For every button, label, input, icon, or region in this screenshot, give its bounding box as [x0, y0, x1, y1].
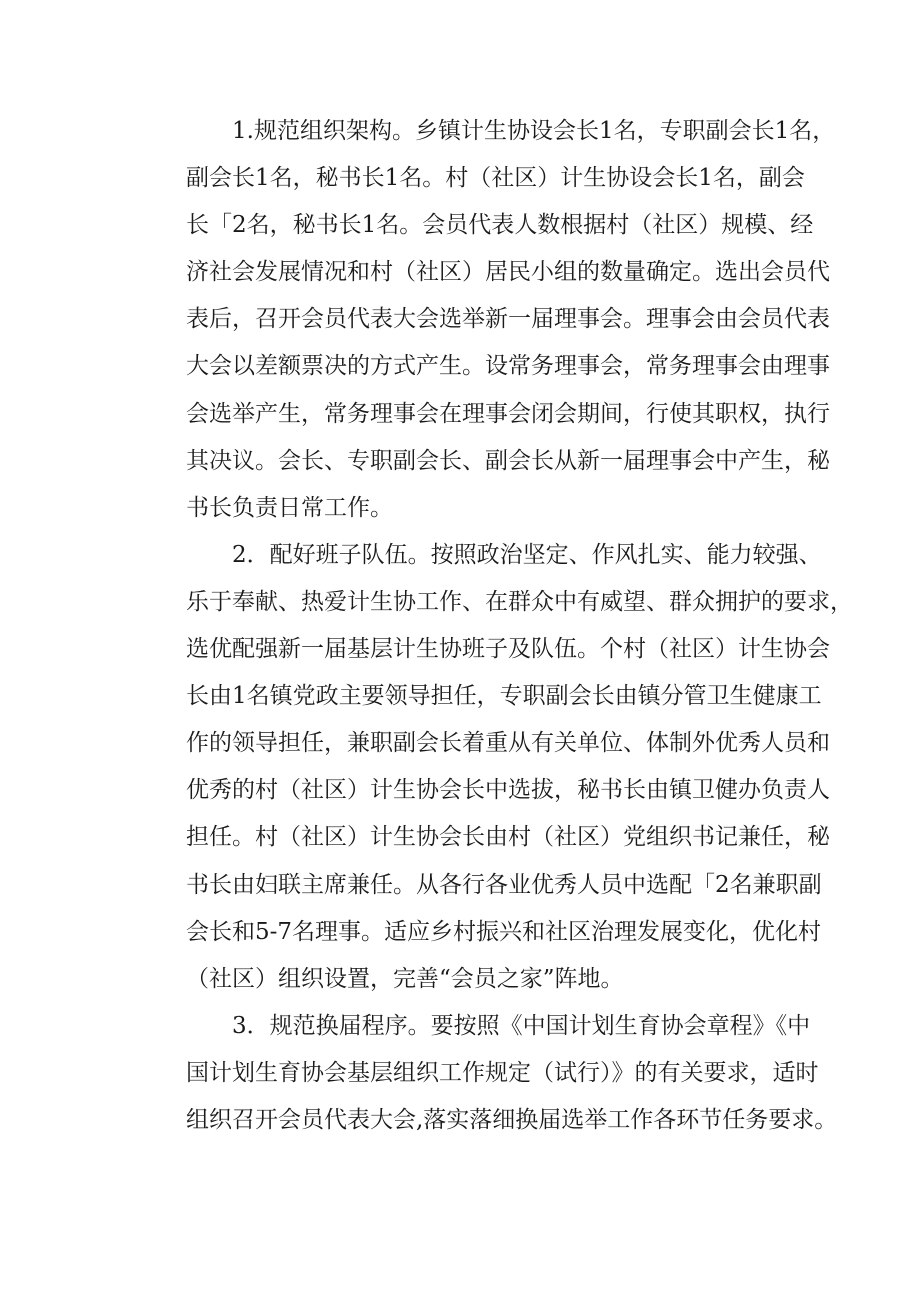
text-line: 担任。村（社区）计生协会长由村（社区）党组织书记兼任，秘 [186, 824, 830, 851]
paragraph-2 [138, 532, 853, 1003]
text-line: 书长负责日常工作。 [186, 494, 393, 521]
text-line: 优秀的村（社区）计生协会长中选拔，秘书长由镇卫健办负责人 [186, 777, 830, 804]
text-line: 表后，召开会员代表大会选举新一届理事会。理事会由会员代表 [186, 306, 830, 333]
text-line: 大会以差额票决的方式产生。设常务理事会，常务理事会由理事 [186, 353, 830, 380]
text-line: 会选举产生，常务理事会在理事会闭会期间，行使其职权，执行 [186, 400, 830, 427]
text-line: 2．配好班子队伍。按照政治坚定、作风扎实、能力较强、 [232, 541, 822, 568]
text-line: 乐于奉献、热爱计生协工作、在群众中有威望、群众拥护的要求， [186, 588, 853, 615]
text-line: 长由1名镇党政主要领导担任，专职副会长由镇分管卫生健康工 [186, 683, 822, 710]
text-line: 1.规范组织架构。乡镇计生协设会长1名，专职副会长1名， [232, 118, 836, 144]
text-line: 长「2名，秘书长1名。会员代表人数根据村（社区）规模、经 [186, 212, 814, 239]
paragraph-1 [138, 108, 836, 532]
text-line: 作的领导担任，兼职副会长着重从有关单位、体制外优秀人员和 [186, 730, 830, 757]
text-line: 济社会发展情况和村（社区）居民小组的数量确定。选出会员代 [186, 259, 830, 286]
text-line: 国计划生育协会基层组织工作规定（试行）》的有关要求，适时 [186, 1059, 819, 1086]
text-line: （社区）组织设置，完善“会员之家”阵地。 [186, 965, 624, 992]
text-line: 副会长1名，秘书长1名。村（社区）计生协设会长1名，副会 [186, 165, 805, 192]
text-line: 会长和5-7名理事。适应乡村振兴和社区治理发展变化，优化村 [186, 918, 822, 945]
text-line: 3．规范换届程序。要按照《中国计划生育协会章程》《中 [232, 1012, 811, 1039]
text-line: 选优配强新一届基层计生协班子及队伍。个村（社区）计生协会 [186, 636, 830, 663]
paragraph-3 [138, 1003, 838, 1144]
text-line: 其决议。会长、专职副会长、副会长从新一届理事会中产生，秘 [186, 447, 830, 474]
text-line: 组织召开会员代表大会,落实落细换届选举工作各环节任务要求。 [186, 1106, 838, 1133]
text-line: 书长由妇联主席兼任。从各行各业优秀人员中选配「2名兼职副 [186, 871, 822, 898]
document-body [138, 108, 853, 1144]
